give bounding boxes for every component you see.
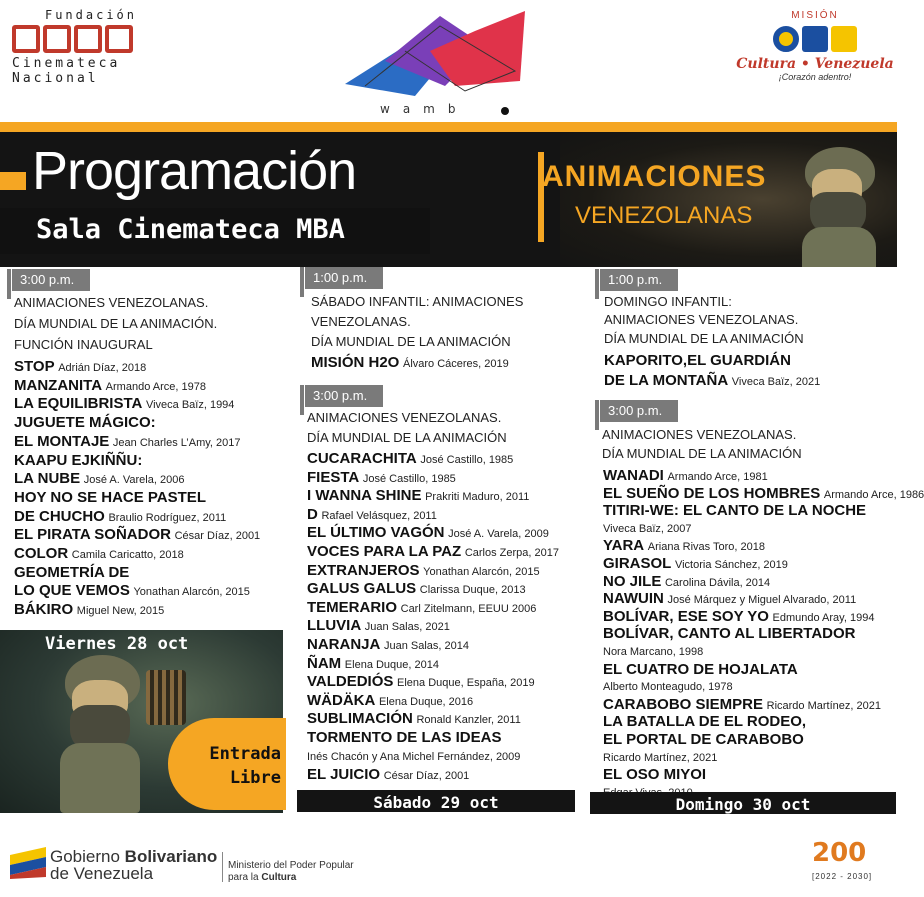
film-title: KAAPU EJKIÑÑU: [14, 451, 143, 469]
film-entry [603, 661, 798, 678]
entrada-libre-text [186, 742, 281, 790]
film-title: LO QUE VEMOS [14, 582, 130, 600]
film-credit: Armando Arce, 1981 [667, 471, 768, 483]
time-tag: 1:00 p.m. [600, 269, 678, 291]
film-entry [603, 643, 703, 658]
page-title: Programación [32, 141, 357, 201]
film-entry [307, 562, 540, 579]
film-entry [307, 729, 501, 746]
film-credit: Elena Duque, 2016 [378, 695, 474, 708]
film-title: TEMERARIO [307, 598, 397, 616]
film-title: LA EQUILIBRISTA [14, 395, 143, 413]
film-title: NARANJA [307, 636, 381, 653]
film-entry [307, 506, 437, 523]
film-credit: Yonathan Alarcón, 2015 [423, 565, 540, 578]
film-title: CARABOBO SIEMPRE [603, 695, 764, 713]
program-heading: DOMINGO INFANTIL: [604, 294, 732, 309]
film-title: FIESTA [307, 468, 360, 486]
film-title: EL PORTAL DE CARABOBO [603, 731, 804, 748]
film-credit: Ronald Kanzler, 2011 [416, 714, 521, 727]
program-heading: DÍA MUNDIAL DE LA ANIMACIÓN [604, 331, 804, 346]
film-entry [604, 372, 820, 389]
film-credit: Yonathan Alarcón, 2015 [133, 586, 250, 599]
film-entry [603, 555, 788, 572]
time-tag: 3:00 p.m. [600, 400, 678, 422]
film-title: STOP [14, 358, 55, 375]
program-heading: VENEZOLANAS. [311, 314, 411, 329]
film-entry [307, 450, 513, 467]
film-title: EXTRANJEROS [307, 561, 420, 579]
film-entry [307, 487, 529, 504]
day-label-viernes: Viernes 28 oct [45, 634, 189, 654]
film-title: MISIÓN H2O [311, 354, 400, 371]
film-credit: Juan Salas, 2021 [364, 621, 450, 634]
film-credit: Elena Duque, España, 2019 [397, 677, 535, 690]
film-credit: Carlos Zerpa, 2017 [464, 547, 559, 559]
film-entry [307, 766, 469, 783]
venezuela-flag-icon [10, 843, 46, 879]
film-title: JUGUETE MÁGICO: [14, 414, 156, 432]
film-title: EL PIRATA SOÑADOR [14, 526, 171, 544]
film-title: WANADI [603, 467, 664, 484]
film-title: GEOMETRÍA DE [14, 563, 130, 581]
film-credit: Jean Charles L’Amy, 2017 [112, 436, 241, 449]
film-title: VALDEDIÓS [307, 673, 394, 691]
program-heading: DÍA MUNDIAL DE LA ANIMACIÓN [311, 334, 511, 349]
mision-name: Cultura • Venezuela [736, 56, 894, 72]
film-credit: José A. Varela, 2009 [448, 528, 549, 541]
film-entry [603, 713, 806, 730]
cinemateca-mark-icon [12, 25, 142, 53]
film-title: EL ÚLTIMO VAGÓN [307, 524, 445, 542]
film-credit: Armando Arce, 1986 [823, 488, 924, 501]
para-la-label: para la [228, 872, 262, 883]
program-heading: FUNCIÓN INAUGURAL [14, 337, 153, 352]
film-title: LA BATALLA DE EL RODEO, [603, 713, 807, 731]
film-title: DE LA MONTAÑA [604, 372, 729, 389]
footer-divider [222, 852, 223, 882]
film-entry [603, 625, 856, 642]
film-entry [307, 748, 520, 763]
film-credit: Edmundo Aray, 1994 [772, 611, 875, 624]
film-entry [311, 354, 509, 371]
film-title: COLOR [14, 545, 69, 562]
film-credit: César Díaz, 2001 [383, 770, 470, 783]
film-entry [14, 377, 206, 394]
film-credit: Nora Marcano, 1998 [603, 646, 704, 658]
mision-label: MISIÓN [791, 10, 839, 21]
film-entry [307, 710, 521, 727]
film-credit: Viveca Baïz, 1994 [145, 399, 235, 412]
film-credit: Adrián Díaz, 2018 [58, 362, 147, 374]
film-title: WÄDÄKA [307, 691, 376, 709]
eye-icon [773, 26, 799, 52]
film-title: EL CUATRO DE HOJALATA [603, 660, 798, 678]
film-entry [14, 601, 164, 618]
film-credit: Clarissa Duque, 2013 [419, 584, 526, 597]
film-title: VOCES PARA LA PAZ [307, 543, 462, 560]
figure-icon [831, 26, 857, 52]
film-title: BOLÍVAR, CANTO AL LIBERTADOR [603, 625, 856, 643]
film-title: BOLÍVAR, ESE SOY YO [603, 607, 769, 625]
film-credit: Victoria Sánchez, 2019 [674, 559, 788, 571]
ministerio-logo [228, 860, 354, 884]
film-entry [603, 573, 770, 590]
film-title: YARA [603, 537, 645, 555]
film-entry [14, 433, 241, 450]
mision-cultura-logo [735, 10, 895, 82]
film-credit: Armando Arce, 1978 [105, 380, 206, 393]
film-entry [307, 692, 473, 709]
film-credit: Viveca Baïz, 2021 [731, 376, 821, 388]
film-entry [307, 655, 439, 672]
cinemateca-label: Cinemateca [12, 56, 121, 71]
film-title: D [307, 505, 318, 523]
day-label-domingo: Domingo 30 oct [590, 792, 896, 814]
bicentenario-logo: 200 [812, 838, 867, 868]
bolivariano-label: Bolivariano [124, 847, 218, 866]
venezolanas-label: VENEZOLANAS [575, 202, 753, 229]
film-credit: Carolina Dávila, 2014 [664, 576, 771, 589]
film-entry [14, 470, 184, 487]
film-credit: José A. Varela, 2006 [83, 474, 185, 487]
time-tag: 3:00 p.m. [305, 385, 383, 407]
film-credit: Juan Salas, 2014 [383, 640, 469, 652]
film-title: EL SUEÑO DE LOS HOMBRES [603, 484, 821, 502]
film-credit: Viveca Baïz, 2007 [603, 522, 692, 535]
day-label-sabado: Sábado 29 oct [297, 790, 575, 812]
film-entry [307, 673, 535, 690]
film-entry [14, 452, 142, 469]
film-title: BÁKIRO [14, 601, 74, 619]
film-title: TORMENTO DE LAS IDEAS [307, 729, 502, 746]
film-credit: Inés Chacón y Ana Michel Fernández, 2009 [307, 750, 521, 763]
gobierno-label: Gobierno [50, 847, 125, 866]
character-illustration [790, 147, 890, 272]
nacional-label: Nacional [12, 71, 99, 86]
film-entry [603, 696, 881, 713]
film-title: NAWUIN [603, 590, 664, 608]
film-entry [603, 520, 691, 535]
film-credit: Carl Zitelmann, EEUU 2006 [400, 602, 537, 615]
libre-label: Libre [229, 768, 281, 788]
wamb-shape-icon [345, 6, 535, 106]
film-credit: Ricardo Martínez, 2021 [766, 699, 881, 712]
film-entry [14, 508, 226, 525]
film-title: EL MONTAJE [14, 432, 110, 450]
program-heading: ANIMACIONES VENEZOLANAS. [602, 427, 797, 442]
program-heading: DÍA MUNDIAL DE LA ANIMACIÓN [307, 430, 507, 445]
film-entry [14, 564, 129, 581]
film-credit: Rafael Velásquez, 2011 [321, 509, 437, 522]
film-credit: José Castillo, 1985 [420, 454, 514, 466]
film-credit: Braulio Rodríguez, 2011 [108, 511, 227, 524]
film-title: EL JUICIO [307, 766, 381, 784]
film-entry [603, 608, 874, 625]
film-title: CUCARACHITA [307, 450, 417, 467]
film-title: TITIRI-WE: EL CANTO DE LA NOCHE [603, 502, 867, 520]
time-tag: 1:00 p.m. [305, 267, 383, 289]
film-entry [603, 485, 924, 502]
film-credit: Alberto Monteagudo, 1978 [603, 681, 733, 694]
film-title: GALUS GALUS [307, 580, 417, 598]
film-entry [14, 526, 260, 543]
orange-strip [0, 122, 897, 132]
film-entry [603, 766, 706, 783]
film-entry [14, 545, 184, 562]
film-entry [307, 617, 450, 634]
film-credit: Camila Caricatto, 2018 [71, 549, 184, 561]
gobierno-logo [50, 848, 217, 882]
fundacion-cinemateca-logo [12, 8, 142, 86]
lantern-illustration [146, 670, 186, 725]
film-entry [603, 467, 768, 484]
film-title: LA NUBE [14, 470, 81, 488]
program-heading: DÍA MUNDIAL DE LA ANIMACIÓN [602, 446, 802, 461]
film-entry [603, 537, 765, 554]
film-title: HOY NO SE HACE PASTEL [14, 488, 206, 506]
film-entry [14, 582, 250, 599]
film-credit: José Castillo, 1985 [362, 472, 456, 485]
film-entry [307, 543, 559, 560]
film-credit: Ariana Rivas Toro, 2018 [647, 541, 765, 554]
animaciones-label: ANIMACIONES [542, 160, 767, 193]
film-entry [14, 358, 146, 375]
film-credit: Prakriti Maduro, 2011 [425, 491, 530, 504]
program-heading: SÁBADO INFANTIL: ANIMACIONES [311, 294, 524, 309]
program-heading: ANIMACIONES VENEZOLANAS. [14, 295, 209, 310]
film-entry [603, 502, 866, 519]
film-title: KAPORITO,EL GUARDIÁN [604, 352, 791, 369]
heart-icon [802, 26, 828, 52]
wamb-text: wamb [380, 102, 469, 116]
film-title: NO JILE [603, 572, 662, 590]
program-heading: ANIMACIONES VENEZOLANAS. [604, 312, 799, 327]
film-entry [14, 489, 206, 506]
film-credit: Ricardo Martínez, 2021 [603, 751, 718, 764]
film-credit: Álvaro Cáceres, 2019 [402, 358, 509, 370]
time-tag: 3:00 p.m. [12, 269, 90, 291]
film-entry [603, 678, 733, 693]
wamb-logo [345, 6, 535, 121]
film-entry [603, 590, 856, 607]
program-heading: DÍA MUNDIAL DE LA ANIMACIÓN. [14, 316, 218, 331]
film-entry [307, 580, 526, 597]
fundacion-label: Fundación [44, 8, 137, 22]
ministerio-label: Ministerio del Poder Popular [228, 860, 354, 871]
film-credit: César Díaz, 2001 [174, 530, 261, 543]
film-title: MANZANITA [14, 376, 103, 394]
film-title: ÑAM [307, 654, 342, 672]
film-entry [603, 731, 804, 748]
film-entry [307, 636, 469, 653]
film-entry [307, 469, 456, 486]
bicentenario-years: [2022 - 2030] [812, 872, 873, 881]
film-credit: José Márquez y Miguel Alvarado, 2011 [667, 594, 857, 607]
film-credit: Miguel New, 2015 [76, 605, 165, 618]
mision-icons [735, 26, 895, 52]
film-credit: Elena Duque, 2014 [344, 658, 439, 671]
film-title: LLUVIA [307, 617, 362, 635]
entrada-label: Entrada [209, 744, 281, 764]
film-title: SUBLIMACIÓN [307, 710, 413, 728]
film-entry [603, 749, 717, 764]
film-entry [14, 395, 234, 412]
title-accent-bar [0, 172, 26, 190]
mision-tagline: ¡Corazón adentro! [778, 72, 852, 82]
film-entry [14, 414, 156, 431]
film-title: DE CHUCHO [14, 507, 105, 525]
banner [0, 132, 897, 267]
character-illustration [50, 655, 150, 815]
program-heading: ANIMACIONES VENEZOLANAS. [307, 410, 502, 425]
venezuela-label: de Venezuela [50, 864, 154, 883]
film-title: GIRASOL [603, 555, 672, 572]
film-title: I WANNA SHINE [307, 487, 422, 505]
cultura-label: Cultura [261, 872, 297, 883]
page-subtitle: Sala Cinemateca MBA [36, 214, 345, 245]
film-entry [307, 524, 549, 541]
film-title: EL OSO MIYOI [603, 766, 707, 784]
film-entry [307, 599, 536, 616]
